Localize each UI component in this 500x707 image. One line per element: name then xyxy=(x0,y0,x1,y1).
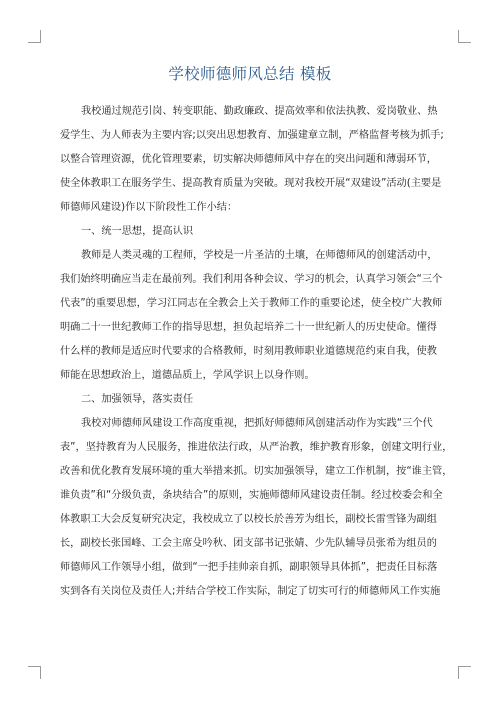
paragraph-line: 爱学生、为人师表为主要内容;以突出思想教育、加强建章立制，严格监督考核为抓手; xyxy=(60,130,444,141)
paragraph-line: 什么样的教师是适应时代要求的合格教师，时刻用教师职业道德规范约束自我，使教 xyxy=(60,346,437,357)
document-title: 学校师德师风总结 模板 xyxy=(168,65,332,83)
paragraph-line: 代表”的重要思想，学习江同志在全教会上关于教师工作的重要论述，使全校广大教师 xyxy=(60,298,443,309)
crop-mark-bottom-right xyxy=(458,666,471,679)
paragraph-line: 师能在思想政治上，道德品质上，学风学识上以身作则。 xyxy=(60,370,315,381)
paragraph-line: 实到各有关岗位及责任人;并结合学校工作实际，制定了切实可行的师德师风工作实施 xyxy=(60,586,441,597)
paragraph-line: 改善和优化教育发展环境的重大举措来抓。切实加强领导，建立工作机制，按“谁主管， xyxy=(60,466,453,477)
section-heading: 二、加强领导，落实责任 xyxy=(81,394,194,405)
paragraph-line: 体教职工大会反复研究决定，我校成立了以校长於善芳为组长，副校长雷雪锋为副组 xyxy=(60,514,437,525)
crop-mark-bottom-left xyxy=(28,666,41,679)
paragraph-line: 教师是人类灵魂的工程师，学校是一片圣洁的土壤，在师德师风的创建活动中， xyxy=(81,250,438,261)
paragraph-line: 我们始终明确应当走在最前列。我们利用各种会议、学习的机会，认真学习领会“三个 xyxy=(60,274,443,285)
paragraph-line: 师德师风工作领导小组，做到“一把手挂帅亲自抓，副职领导具体抓”，把责任目标落 xyxy=(60,562,438,573)
paragraph-line: 师德师风建设)作以下阶段性工作小结： xyxy=(60,202,238,213)
document-body xyxy=(60,100,453,604)
paragraph-line: 长，副校长张国峰、工会主席殳吟秋、团支部书记张婧、少先队辅导员张希为组员的 xyxy=(60,538,437,549)
paragraph-line: 我校对师德师风建设工作高度重视，把抓好师德师风创建活动作为实践“三个代 xyxy=(81,418,433,429)
paragraph-line: 我校通过规范引岗、转变职能、勤政廉政、提高效率和依法执教、爱岗敬业、热 xyxy=(81,106,438,117)
paragraph-line: 谁负责”和“分级负责，条块结合”的原则，实施师德师风建设责任制。经过校委会和全 xyxy=(60,490,443,501)
section-heading: 一、统一思想，提高认识 xyxy=(81,226,194,237)
paragraph-line: 表”，坚持教育为人民服务，推进依法行政，从严治教，维护教育形象，创建文明行业， xyxy=(60,442,453,453)
paragraph-line: 明确二十一世纪教师工作的指导思想，担负起培养二十一世纪新人的历史使命。懂得 xyxy=(60,322,437,333)
paragraph-line: 使全体教职工在服务学生、提高教育质量为突破。现对我校开展“双建设”活动(主要是 xyxy=(60,178,442,189)
paragraph-line: 以整合管理资源，优化管理要素，切实解决师德师风中存在的突出问题和薄弱环节， xyxy=(60,154,437,165)
crop-mark-top-right xyxy=(458,30,471,43)
crop-mark-top-left xyxy=(28,30,41,43)
